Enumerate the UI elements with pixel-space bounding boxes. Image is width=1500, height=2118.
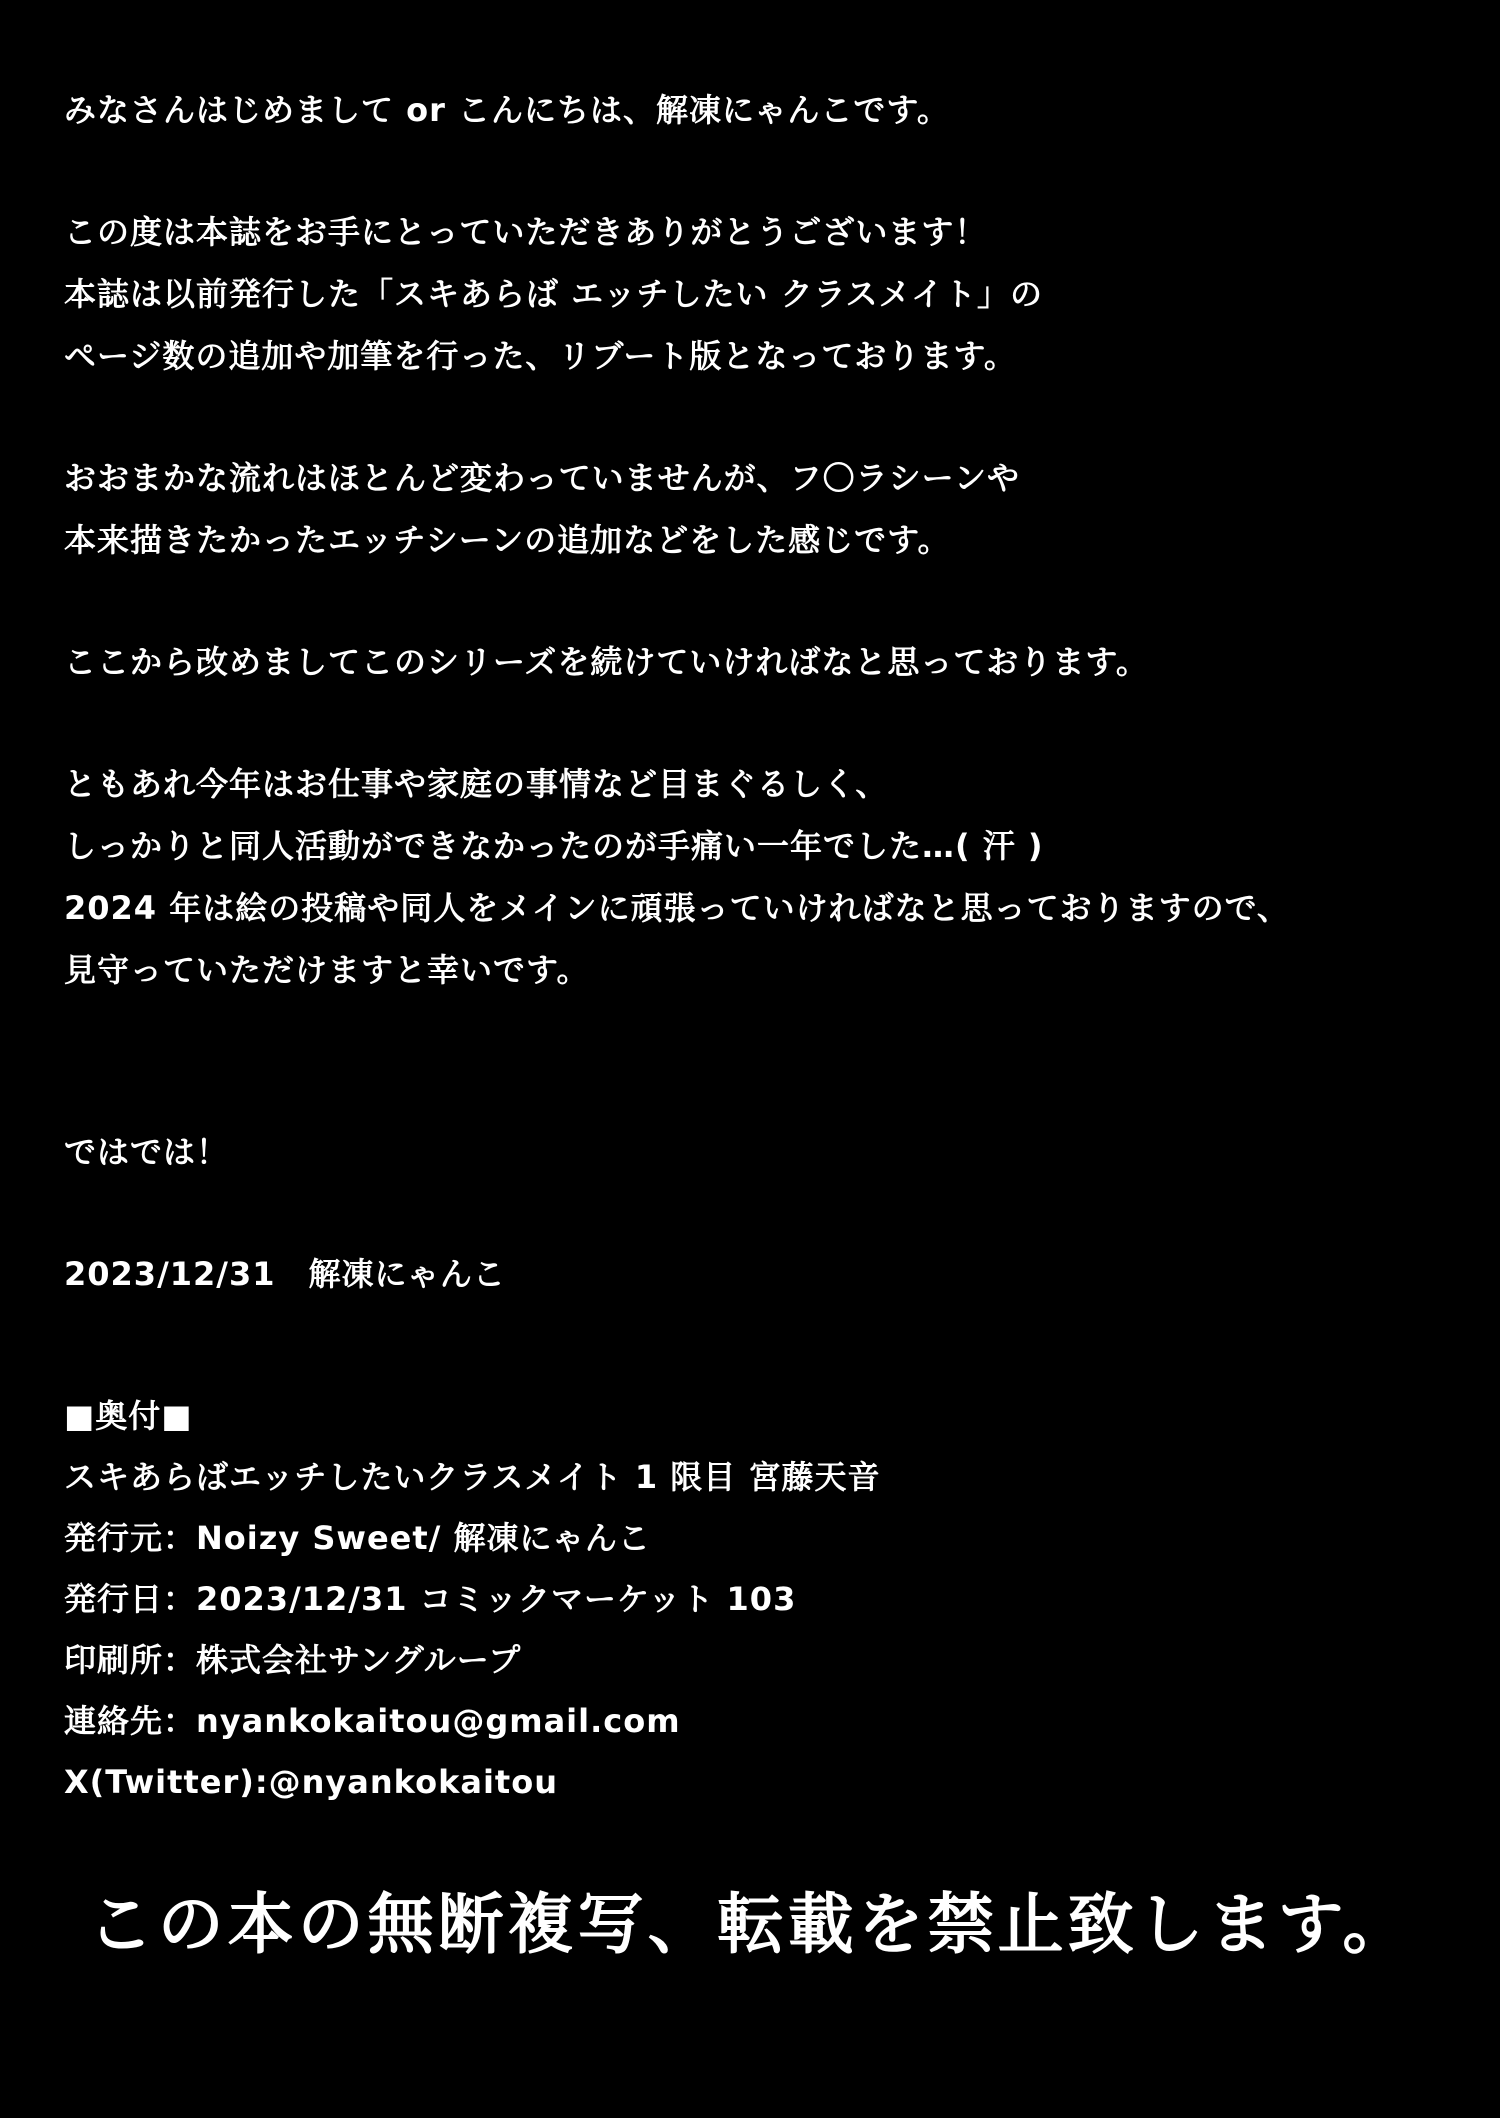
activity-line: しっかりと同人活動ができなかったのが手痛い一年でした…( 汗 )	[64, 827, 1044, 865]
colophon-printer: 印刷所：株式会社サングループ	[64, 1641, 522, 1679]
reboot-line: ページ数の追加や加筆を行った、リブート版となっております。	[64, 337, 1017, 375]
closing-line: ではでは！	[64, 1133, 230, 1171]
colophon-twitter: X(Twitter):@nyankokaitou	[64, 1763, 558, 1801]
thanks-line: この度は本誌をお手にとっていただきありがとうございます！	[64, 213, 988, 251]
copyright-notice: この本の無断複写、転載を禁止致します。	[87, 1886, 1413, 1963]
changes-line: おおまかな流れはほとんど変わっていませんが、フ〇ラシーンや	[64, 459, 1021, 497]
colophon-title: スキあらばエッチしたいクラスメイト 1 限目 宮藤天音	[64, 1458, 881, 1496]
colophon-heading: ■奥付■	[64, 1397, 193, 1435]
plans-2024-line: 2024 年は絵の投稿や同人をメインに頑張っていければなと思っておりますので、	[64, 889, 1290, 927]
colophon-contact: 連絡先：nyankokaitou@gmail.com	[64, 1702, 681, 1740]
colophon-date: 発行日：2023/12/31 コミックマーケット 103	[64, 1580, 797, 1618]
previous-edition-line: 本誌は以前発行した「スキあらば エッチしたい クラスメイト」の	[64, 275, 1044, 313]
signature-line: 2023/12/31 解凍にゃんこ	[64, 1255, 506, 1293]
added-scenes-line: 本来描きたかったエッチシーンの追加などをした感じです。	[64, 521, 951, 559]
year-summary-line: ともあれ今年はお仕事や家庭の事情など目まぐるしく、	[64, 765, 889, 803]
colophon-publisher: 発行元：Noizy Sweet/ 解凍にゃんこ	[64, 1519, 651, 1557]
support-line: 見守っていただけますと幸いです。	[64, 951, 590, 989]
series-line: ここから改めましてこのシリーズを続けていければなと思っております。	[64, 643, 1149, 681]
greeting-line: みなさんはじめまして or こんにちは、解凍にゃんこです。	[64, 91, 950, 129]
